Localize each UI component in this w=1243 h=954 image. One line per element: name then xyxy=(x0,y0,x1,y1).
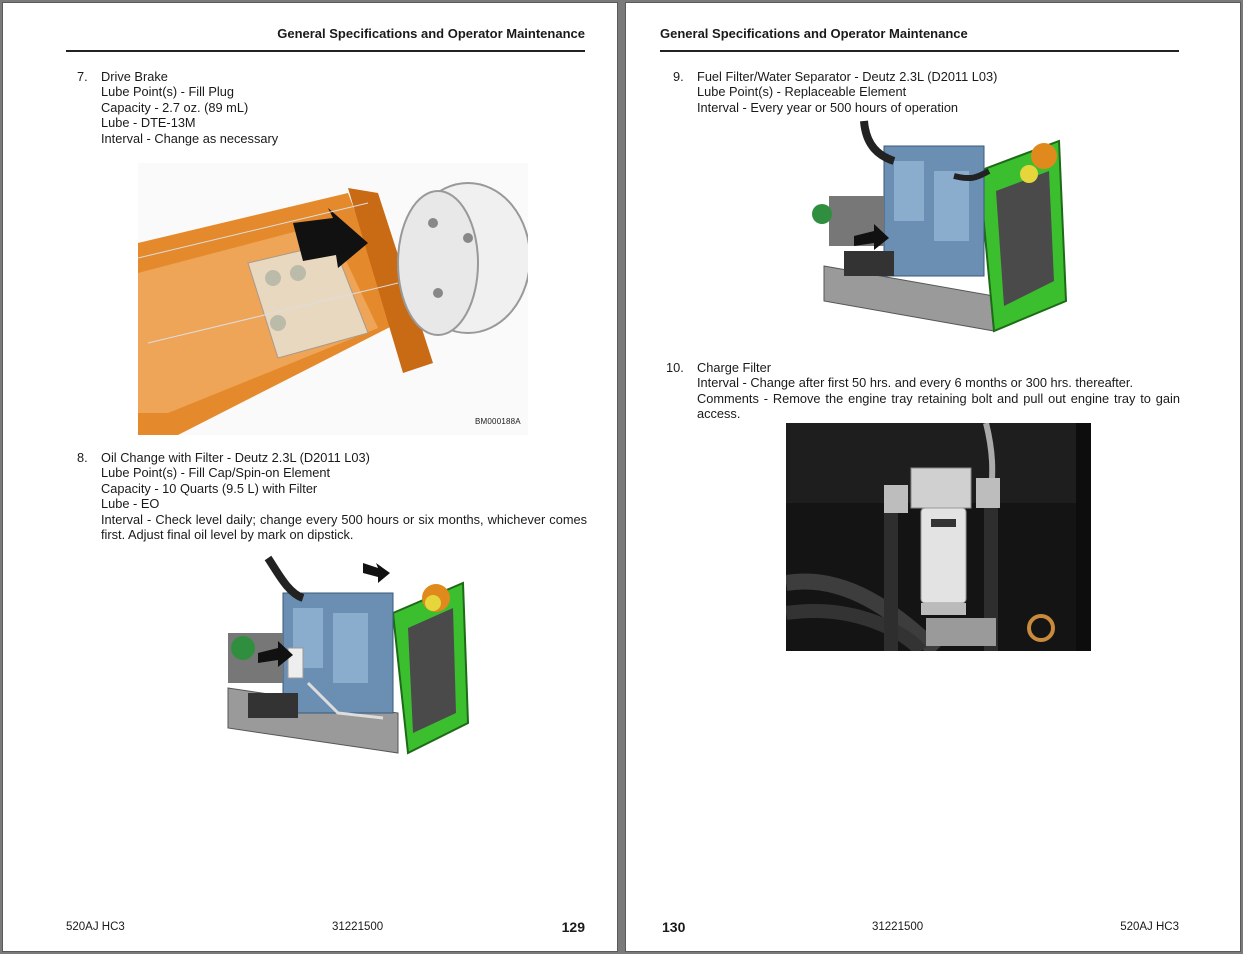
item-line: Interval - Every year or 500 hours of operation xyxy=(697,99,959,115)
right-page xyxy=(626,3,1240,951)
left-page xyxy=(3,3,617,951)
item-number: 7. xyxy=(77,69,88,84)
item-number: 10. xyxy=(666,360,684,375)
footer-model: 520AJ HC3 xyxy=(66,921,125,933)
item-title: Charge Filter xyxy=(697,360,771,375)
page-header: General Specifications and Operator Maintenance xyxy=(277,26,585,41)
page-header: General Specifications and Operator Maintenance xyxy=(660,26,968,41)
item-line: Lube - DTE-13M xyxy=(101,115,196,131)
item-line: Lube Point(s) - Replaceable Element xyxy=(697,84,907,100)
item-line: Capacity - 2.7 oz. (89 mL) xyxy=(101,99,249,115)
item-title: Oil Change with Filter - Deutz 2.3L (D2011 L03) xyxy=(101,450,370,465)
charge-filter-photo xyxy=(786,423,1091,651)
item-line: Interval - Change after first 50 hrs. and every 6 months or 300 hrs. thereafter. xyxy=(697,375,1134,391)
item-number: 8. xyxy=(77,450,88,465)
footer-model: 520AJ HC3 xyxy=(1120,921,1179,933)
drive-brake-illustration xyxy=(138,163,528,435)
page-number: 130 xyxy=(662,919,686,935)
header-rule xyxy=(66,50,585,52)
item-line: Lube Point(s) - Fill Plug xyxy=(101,84,234,100)
item-paragraph: Comments - Remove the engine tray retaining bolt and pull out engine tray to gain access. xyxy=(697,390,1180,422)
item-paragraph: Interval - Check level daily; change every 500 hours or six months, whichever comes first. Adjust final oil level by mark on dipstick. xyxy=(101,511,587,543)
item-line: Lube - EO xyxy=(101,496,160,512)
footer-doc-number: 31221500 xyxy=(332,921,384,933)
item-number: 9. xyxy=(673,69,684,84)
header-rule xyxy=(660,50,1179,52)
item-title: Fuel Filter/Water Separator - Deutz 2.3L (D2011 L03) xyxy=(697,69,998,84)
item-title: Drive Brake xyxy=(101,69,168,84)
engine-fuel-illustration xyxy=(804,116,1072,348)
item-line: Lube Point(s) - Fill Cap/Spin-on Element xyxy=(101,465,331,481)
item-line: Interval - Change as necessary xyxy=(101,130,279,146)
page-number: 129 xyxy=(561,919,585,935)
engine-oil-illustration xyxy=(208,553,483,775)
figure-code: BM000188A xyxy=(475,417,521,426)
item-line: Capacity - 10 Quarts (9.5 L) with Filter xyxy=(101,480,318,496)
footer-doc-number: 31221500 xyxy=(872,921,924,933)
